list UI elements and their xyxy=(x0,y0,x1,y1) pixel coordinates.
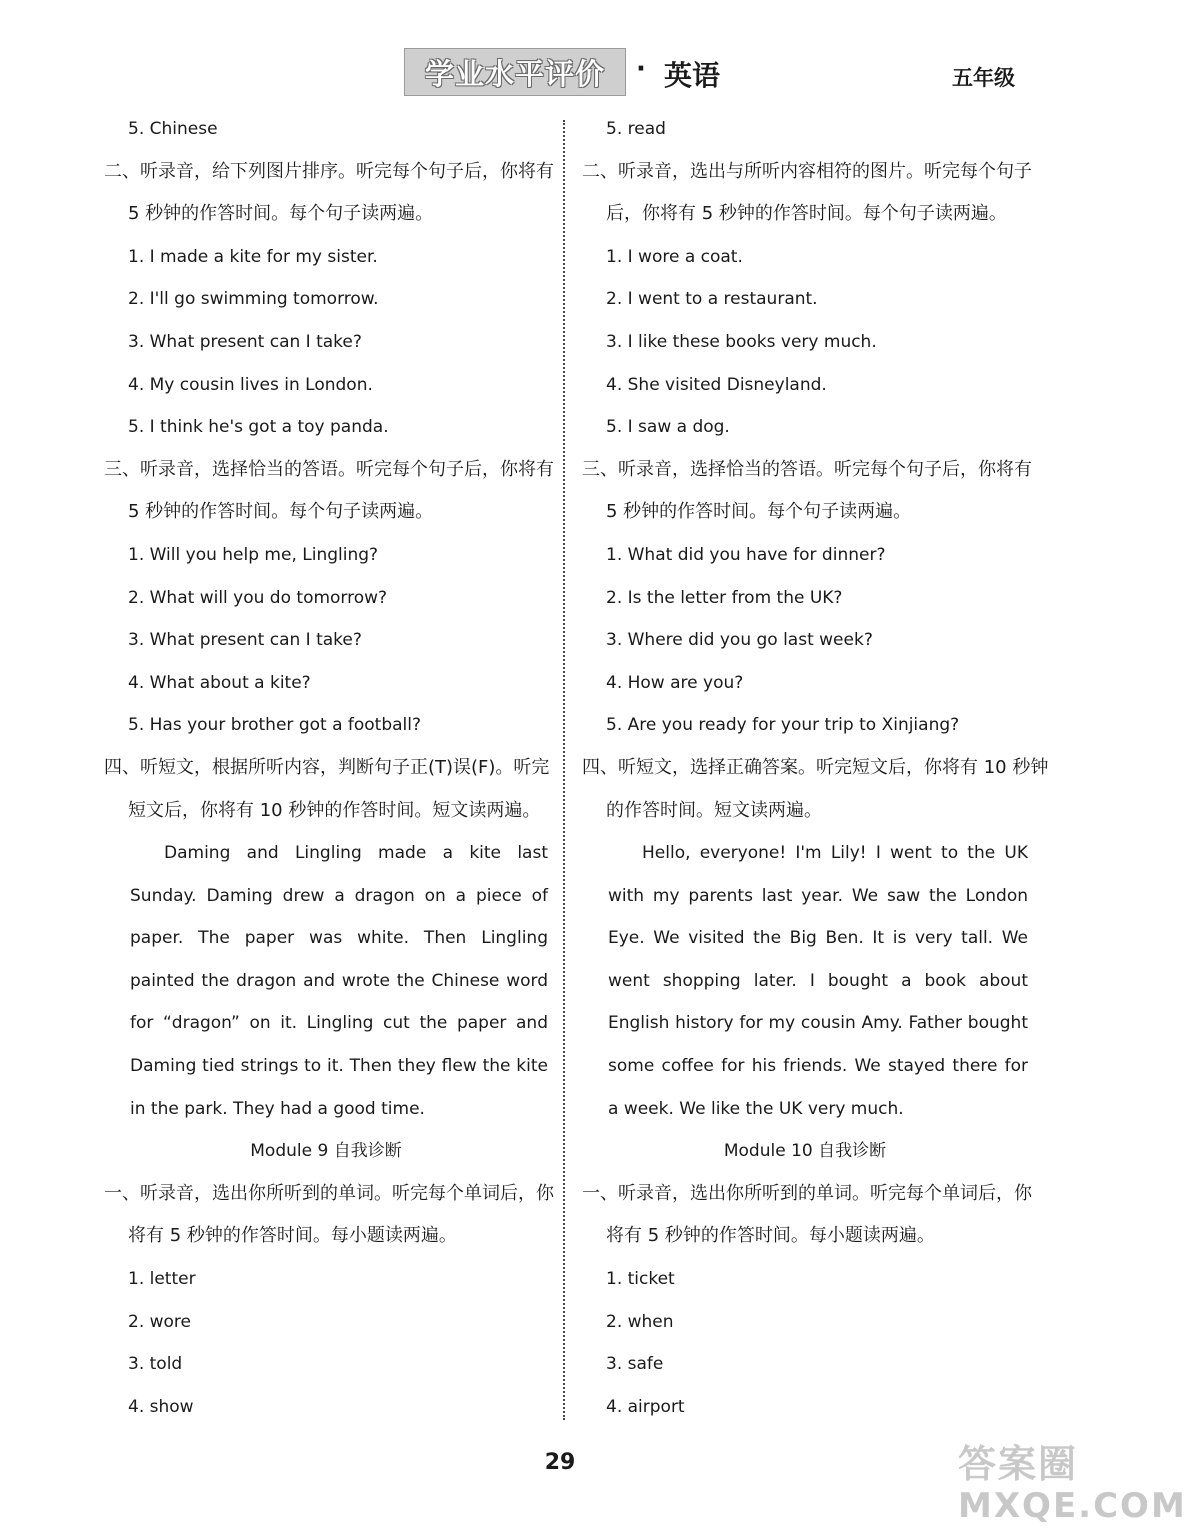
list-item: 5. I saw a dog. xyxy=(606,417,730,438)
list-item: 1. letter xyxy=(128,1269,196,1290)
list-item: 5. Chinese xyxy=(128,119,218,139)
list-item: 1. I wore a coat. xyxy=(606,246,743,267)
list-item: 1. I made a kite for my sister. xyxy=(128,246,378,267)
list-item: 2. What will you do tomorrow? xyxy=(128,587,388,608)
page-header xyxy=(0,48,1120,100)
list-item: 3. I like these books very much. xyxy=(606,331,877,352)
list-item: 4. My cousin lives in London. xyxy=(128,374,373,395)
list-item: 2. wore xyxy=(128,1311,192,1332)
series-title-box xyxy=(404,48,626,96)
list-item: 1. ticket xyxy=(606,1269,675,1290)
section-heading-cont: 的作答时间。短文读两遍。 xyxy=(606,799,822,821)
section-heading-cont: 5 秒钟的作答时间。每个句子读两遍。 xyxy=(128,501,434,523)
watermark-logo xyxy=(958,1442,1187,1532)
section-heading: 三、听录音，选择恰当的答语。听完每个句子后，你将有 xyxy=(582,458,1032,480)
list-item: 3. What present can I take? xyxy=(128,630,362,651)
section-heading-cont: 短文后，你将有 10 秒钟的作答时间。短文读两遍。 xyxy=(128,799,541,821)
section-heading-cont: 后，你将有 5 秒钟的作答时间。每个句子读两遍。 xyxy=(606,203,1007,225)
page-number: 29 xyxy=(544,1450,576,1475)
list-item: 5. Has your brother got a football? xyxy=(128,715,422,736)
section-heading-cont: 5 秒钟的作答时间。每个句子读两遍。 xyxy=(606,501,912,523)
list-item: 5. read xyxy=(606,119,666,139)
list-item: 2. Is the letter from the UK? xyxy=(606,587,843,608)
list-item: 2. I'll go swimming tomorrow. xyxy=(128,289,379,310)
section-heading: 四、听短文，根据所听内容，判断句子正(T)误(F)。听完 xyxy=(104,756,550,778)
series-title: 学业水平评价 xyxy=(424,56,605,91)
list-item: 1. What did you have for dinner? xyxy=(606,544,886,565)
section-heading-cont: 将有 5 秒钟的作答时间。每小题读两遍。 xyxy=(128,1225,457,1247)
column-divider xyxy=(563,120,565,1420)
section-heading: 二、听录音，给下列图片排序。听完每个句子后，你将有 xyxy=(104,160,554,182)
grade-label: 五年级 xyxy=(952,66,1015,90)
section-heading: 三、听录音，选择恰当的答语。听完每个句子后，你将有 xyxy=(104,458,554,480)
list-item: 2. I went to a restaurant. xyxy=(606,289,818,310)
list-item: 5. Are you ready for your trip to Xinjiang? xyxy=(606,715,960,736)
watermark-top: 答案圈 xyxy=(958,1442,1079,1486)
list-item: 2. when xyxy=(606,1311,674,1332)
list-item: 4. show xyxy=(128,1396,194,1417)
list-item: 3. told xyxy=(128,1354,183,1375)
section-heading-cont: 5 秒钟的作答时间。每个句子读两遍。 xyxy=(128,203,434,225)
list-item: 3. safe xyxy=(606,1354,664,1375)
right-column xyxy=(582,108,1049,1428)
list-item: 3. Where did you go last week? xyxy=(606,630,873,651)
passage-text: Hello, everyone! I'm Lily! I went to the UK with my parents last year. We saw the London Eye. We visited the Big Ben. It is very tall. We went shopping later. I bought a book about English history for my cousin Amy. Father bought some coffee for his friends. We stayed there for a week. We like the UK very much. xyxy=(608,843,1028,1119)
module-title: Module 9 自我诊断 xyxy=(250,1141,402,1162)
list-item: 1. Will you help me, Lingling? xyxy=(128,544,379,565)
list-item: 5. I think he's got a toy panda. xyxy=(128,417,389,438)
list-item: 4. What about a kite? xyxy=(128,672,311,693)
module-title: Module 10 自我诊断 xyxy=(723,1141,887,1162)
list-item: 3. What present can I take? xyxy=(128,331,362,352)
section-heading: 四、听短文，选择正确答案。听完短文后，你将有 10 秒钟 xyxy=(582,756,1049,778)
watermark-bottom: MXQE.COM xyxy=(958,1486,1187,1526)
passage-text: Daming and Lingling made a kite last Sunday. Daming drew a dragon on a piece of paper. The paper was white. Then Lingling painted the dragon and wrote the Chinese word for “dragon” on it. Lingling cut the paper and Daming tied strings to it. Then they flew the kite in the park. They had a good time. xyxy=(130,843,548,1119)
list-item: 4. She visited Disneyland. xyxy=(606,374,827,395)
list-item: 4. airport xyxy=(606,1396,685,1417)
left-column xyxy=(104,108,554,1428)
list-item: 4. How are you? xyxy=(606,672,744,693)
subject-title: 英语 xyxy=(664,59,721,92)
section-heading-cont: 将有 5 秒钟的作答时间。每小题读两遍。 xyxy=(606,1225,935,1247)
section-heading: 二、听录音，选出与所听内容相符的图片。听完每个句子 xyxy=(582,160,1032,182)
header-dot: · xyxy=(636,54,646,84)
section-heading: 一、听录音，选出你所听到的单词。听完每个单词后，你 xyxy=(104,1182,554,1204)
section-heading: 一、听录音，选出你所听到的单词。听完每个单词后，你 xyxy=(582,1182,1032,1204)
